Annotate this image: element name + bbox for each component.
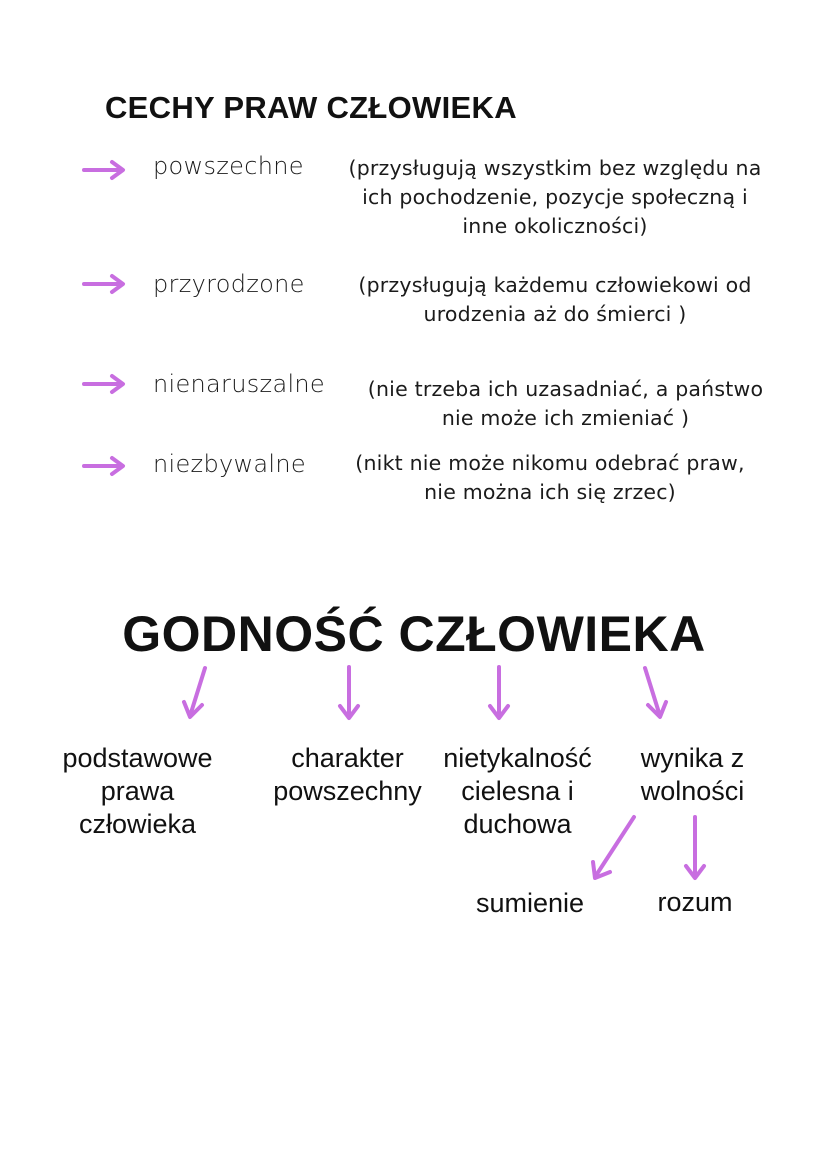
arrow-right-icon [80,454,128,478]
section-title-cechy: CECHY PRAW CZŁOWIEKA [105,90,517,125]
node-nietykalnosc [425,742,610,841]
arrow-right-icon [80,158,128,182]
desc-niezbywalne [335,449,765,507]
node-line: prawa [100,776,175,806]
node-line: wynika z [640,743,745,773]
node-podstawowe-prawa [40,742,235,841]
desc-nienaruszalne [343,375,788,433]
desc-line: inne okoliczności) [462,214,648,238]
desc-line: nie może ich zmieniać ) [441,406,690,430]
desc-line: (przysługują każdemu człowiekowi od [358,273,752,297]
node-line: wolności [640,776,745,806]
node-rozum: rozum [657,887,733,917]
term-niezbywalne: niezbywalne [153,450,306,478]
node-line: powszechny [273,776,422,806]
node-line: człowieka [78,809,197,839]
node-line: charakter [291,743,404,773]
desc-line: (nikt nie może nikomu odebrać praw, [355,451,745,475]
term-przyrodzone: przyrodzone [153,270,305,298]
arrow-right-icon [80,372,128,396]
node-line: nietykalność [443,743,592,773]
arrow-down-icon [184,668,205,717]
arrow-down-icon [686,817,704,878]
desc-powszechne [330,154,780,241]
term-nienaruszalne: nienaruszalne [153,370,325,398]
arrow-down-icon [490,667,508,718]
arrow-right-icon [80,272,128,296]
section-title-godnosc: GODNOŚĆ CZŁOWIEKA [122,606,706,662]
node-line: podstawowe [62,743,213,773]
desc-line: ich pochodzenie, pozycje społeczną i [362,185,748,209]
term-powszechne: powszechne [153,152,304,180]
arrow-down-icon [340,667,358,718]
node-charakter-powszechny [255,742,440,808]
desc-przyrodzone [335,271,775,329]
arrow-down-icon [645,668,666,717]
node-wynika-z-wolnosci [620,742,765,808]
node-line: cielesna i [461,776,574,806]
desc-line: (nie trzeba ich uzasadniać, a państwo [367,377,764,401]
desc-line: nie można ich się zrzec) [424,480,676,504]
desc-line: (przysługują wszystkim bez względu na [348,156,762,180]
node-line: duchowa [463,809,572,839]
desc-line: urodzenia aż do śmierci ) [423,302,687,326]
node-sumienie: sumienie [475,888,585,918]
